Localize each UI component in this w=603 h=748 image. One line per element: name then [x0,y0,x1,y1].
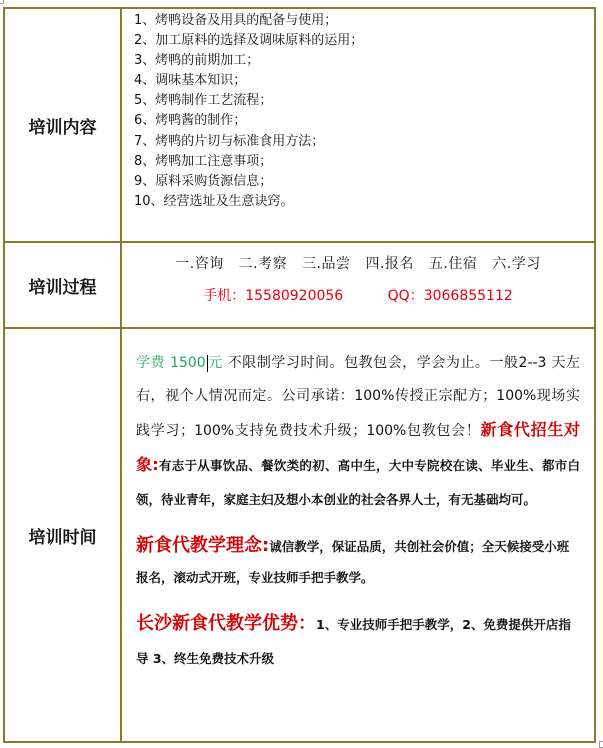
fee-description: 不限制学习时间。包教包会，学会为止。一般2--3 天左右，视个人情况而定。公司承诺：100%传授正宗配方；100%现场实践学习；100%支持免费技术升级；100%包教包会！ [136,355,580,439]
advantage-paragraph [136,607,580,675]
target-title: 新食代招生对象: [136,420,580,474]
step-lodging: 五.住宿 [428,256,478,272]
advantage-text: 1、专业技师手把手教学，2、免费提供开店指导 3、终生免费技术升级 [136,617,571,666]
content-label: 培训内容 [4,8,121,242]
fee-amount: 学费 1500 [136,355,206,371]
qq-number: QQ：3066855112 [387,288,513,304]
concept-paragraph [136,531,580,593]
step-register: 四.报名 [365,256,414,272]
list-item: 2、加工原料的选择及调味原料的运用； [134,33,364,49]
list-item: 5、烤鸭制作工艺流程； [134,93,273,109]
list-item: 10、经营选址及生意诀窍。 [134,193,294,209]
table-corner-mark [0,0,4,4]
step-taste: 三.品尝 [302,256,351,272]
fee-paragraph [136,347,580,517]
fee-unit: 元 [207,355,223,371]
time-row [4,328,595,742]
step-consult: 一.咨询 [175,256,224,272]
list-item: 8、烤鸭加工注意事项； [134,153,273,169]
training-info-table [3,7,596,743]
process-steps [122,253,594,273]
process-row [4,242,595,328]
concept-title: 新食代教学理念: [136,535,270,556]
time-cell [121,328,595,742]
target-text: 有志于从事饮品、餐饮类的初、高中生，大中专院校在读、毕业生、都市白领，待业青年，家庭主妇及想小本创业的社会各界人士，有无基础均可。 [136,458,580,507]
process-cell [121,242,595,328]
list-item: 7、烤鸭的片切与标准食用方法； [134,133,325,149]
advantage-title: 长沙新食代教学优势： [136,613,316,634]
process-label: 培训过程 [4,242,121,328]
content-row [4,8,595,242]
list-item: 9、原料采购货源信息； [134,173,273,189]
phone-number: 手机：15580920056 [203,288,344,304]
step-visit: 二.考察 [238,256,288,272]
list-item: 6、烤鸭酱的制作； [134,113,247,129]
list-item: 3、烤鸭的前期加工； [134,53,260,69]
concept-text: 诚信教学，保证品质，共创社会价值；全天候接受小班报名，滚动式开班，专业技师手把手教学。 [136,539,570,585]
list-item: 4、调味基本知识； [134,73,247,89]
content-list [121,8,595,242]
step-learn: 六.学习 [492,256,541,272]
time-label: 培训时间 [4,328,121,742]
contact-info [122,285,594,305]
list-item: 1、烤鸭设备及用具的配备与使用； [134,13,338,28]
